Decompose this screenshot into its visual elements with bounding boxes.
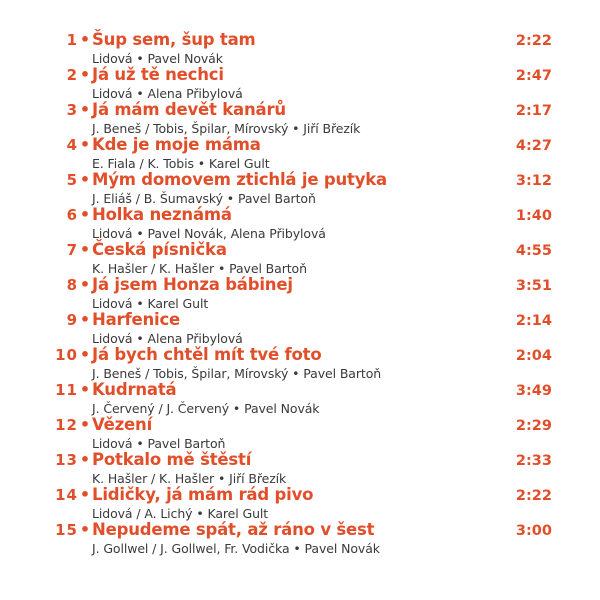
- track-title: Nepudeme spát, až ráno v šest: [92, 520, 375, 539]
- track-credits: K. Hašler / K. Hašler • Jiří Březík: [92, 471, 287, 486]
- track-duration: 2:47: [515, 68, 552, 84]
- track-number: 8: [66, 276, 78, 294]
- track-row: [42, 485, 552, 520]
- track-duration: 2:29: [515, 418, 552, 434]
- track-duration: 3:00: [515, 523, 552, 539]
- track-row: [42, 520, 552, 555]
- track-title: Šup sem, šup tam: [92, 30, 256, 49]
- track-title: Harfenice: [92, 310, 181, 329]
- track-number: 4: [66, 136, 78, 154]
- track-duration: 2:17: [515, 103, 552, 119]
- track-credits: Lidová • Alena Přibylová: [92, 86, 243, 101]
- track-title: Mým domovem ztichlá je putyka: [92, 170, 387, 189]
- track-main: [92, 275, 552, 311]
- bullet-icon: •: [79, 380, 91, 399]
- track-number: 5: [66, 171, 78, 189]
- track-title: Já už tě nechci: [92, 65, 224, 84]
- track-credits: E. Fiala / K. Tobis • Karel Gult: [92, 156, 270, 171]
- track-title: Česká písnička: [92, 240, 227, 259]
- bullet-icon: •: [79, 415, 91, 434]
- track-duration: 4:27: [515, 138, 552, 154]
- track-row: [42, 30, 552, 65]
- track-main: [92, 135, 552, 171]
- track-main: [92, 310, 552, 346]
- track-duration: 1:40: [515, 208, 552, 224]
- track-main: [92, 30, 552, 66]
- track-title-line: [92, 170, 552, 191]
- track-credits: J. Červený / J. Červený • Pavel Novák: [92, 401, 320, 416]
- track-list: [42, 30, 552, 555]
- bullet-icon: •: [79, 450, 91, 469]
- track-title-line: [92, 100, 552, 121]
- track-duration: 3:12: [515, 173, 552, 189]
- track-main: [92, 520, 552, 556]
- track-title: Já jsem Honza bábinej: [92, 275, 293, 294]
- track-credits: J. Eliáš / B. Šumavský • Pavel Bartoň: [92, 191, 316, 206]
- track-title: Lidičky, já mám rád pivo: [92, 485, 314, 504]
- track-title-line: [92, 30, 552, 51]
- track-credits: Lidová • Pavel Bartoň: [92, 436, 226, 451]
- bullet-icon: •: [79, 485, 91, 504]
- track-row: [42, 450, 552, 485]
- bullet-icon: •: [79, 345, 91, 364]
- track-credits: J. Gollwel / J. Gollwel, Fr. Vodička • Pavel Novák: [92, 541, 380, 556]
- track-credits: Lidová • Karel Gult: [92, 296, 209, 311]
- track-main: [92, 415, 552, 451]
- track-main: [92, 170, 552, 206]
- track-title-line: [92, 135, 552, 156]
- track-credits: J. Beneš / Tobis, Špilar, Mírovský • Jiří Březík: [92, 121, 361, 136]
- track-title: Holka neznámá: [92, 205, 232, 224]
- track-main: [92, 100, 552, 136]
- bullet-icon: •: [79, 100, 91, 119]
- track-title-line: [92, 240, 552, 261]
- track-number: 2: [66, 66, 78, 84]
- track-main: [92, 380, 552, 416]
- track-main: [92, 205, 552, 241]
- track-row: [42, 345, 552, 380]
- track-number: 7: [66, 241, 78, 259]
- track-row: [42, 65, 552, 100]
- track-title-line: [92, 415, 552, 436]
- track-duration: 3:49: [515, 383, 552, 399]
- track-number: 15: [55, 521, 78, 539]
- track-main: [92, 485, 552, 521]
- track-title: Kudrnatá: [92, 380, 177, 399]
- track-title-line: [92, 520, 552, 541]
- track-credits: Lidová • Alena Přibylová: [92, 331, 243, 346]
- bullet-icon: •: [79, 520, 91, 539]
- track-duration: 4:55: [515, 243, 552, 259]
- track-title: Já mám devět kanárů: [92, 100, 286, 119]
- track-number: 1: [66, 31, 78, 49]
- track-main: [92, 240, 552, 276]
- track-row: [42, 170, 552, 205]
- track-number: 6: [66, 206, 78, 224]
- track-row: [42, 205, 552, 240]
- track-title: Vězení: [92, 415, 153, 434]
- bullet-icon: •: [79, 65, 91, 84]
- track-main: [92, 345, 552, 381]
- track-number: 10: [55, 346, 78, 364]
- bullet-icon: •: [79, 240, 91, 259]
- track-title-line: [92, 450, 552, 471]
- track-duration: 2:33: [515, 453, 552, 469]
- track-credits: Lidová / A. Lichý • Karel Gult: [92, 506, 269, 521]
- track-row: [42, 100, 552, 135]
- track-duration: 2:22: [515, 33, 552, 49]
- track-duration: 3:51: [515, 278, 552, 294]
- track-row: [42, 380, 552, 415]
- track-credits: J. Beneš / Tobis, Špilar, Mírovský • Pavel Bartoň: [92, 366, 382, 381]
- track-title-line: [92, 380, 552, 401]
- track-duration: 2:14: [515, 313, 552, 329]
- track-number: 13: [55, 451, 78, 469]
- bullet-icon: •: [79, 135, 91, 154]
- bullet-icon: •: [79, 275, 91, 294]
- track-duration: 2:22: [515, 488, 552, 504]
- track-row: [42, 135, 552, 170]
- track-title: Kde je moje máma: [92, 135, 261, 154]
- track-credits: Lidová • Pavel Novák, Alena Přibylová: [92, 226, 326, 241]
- bullet-icon: •: [79, 30, 91, 49]
- track-row: [42, 275, 552, 310]
- track-title-line: [92, 275, 552, 296]
- bullet-icon: •: [79, 170, 91, 189]
- track-title-line: [92, 65, 552, 86]
- track-duration: 2:04: [515, 348, 552, 364]
- track-number: 12: [55, 416, 78, 434]
- track-title-line: [92, 205, 552, 226]
- track-title-line: [92, 345, 552, 366]
- track-number: 9: [66, 311, 78, 329]
- track-title: Potkalo mě štěstí: [92, 450, 252, 469]
- track-main: [92, 450, 552, 486]
- track-row: [42, 240, 552, 275]
- track-row: [42, 310, 552, 345]
- track-credits: Lidová • Pavel Novák: [92, 51, 223, 66]
- track-title: Já bych chtěl mít tvé foto: [92, 345, 322, 364]
- track-main: [92, 65, 552, 101]
- track-number: 11: [55, 381, 78, 399]
- track-title-line: [92, 310, 552, 331]
- bullet-icon: •: [79, 205, 91, 224]
- bullet-icon: •: [79, 310, 91, 329]
- track-number: 3: [66, 101, 78, 119]
- track-title-line: [92, 485, 552, 506]
- track-number: 14: [55, 486, 78, 504]
- track-credits: K. Hašler / K. Hašler • Pavel Bartoň: [92, 261, 307, 276]
- track-row: [42, 415, 552, 450]
